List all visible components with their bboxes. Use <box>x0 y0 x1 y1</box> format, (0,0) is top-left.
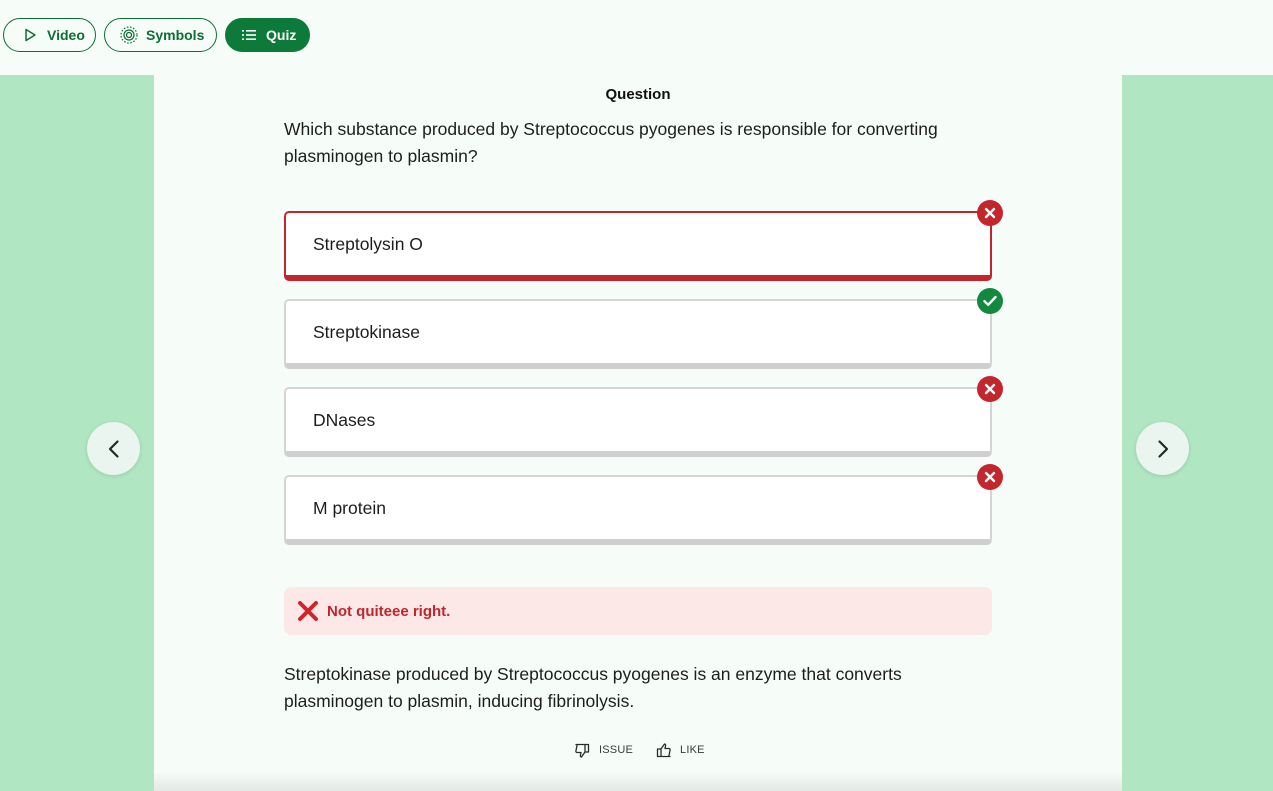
answer-option-4[interactable] <box>284 475 992 545</box>
chevron-right-icon <box>1156 439 1170 459</box>
tab-video[interactable] <box>3 18 96 52</box>
like-label: LIKE <box>680 744 705 756</box>
answer-option-label: Streptolysin O <box>313 233 423 254</box>
play-icon <box>21 26 39 44</box>
answer-option-3[interactable] <box>284 387 992 457</box>
top-tab-bar <box>0 0 1273 75</box>
next-question-button[interactable] <box>1136 422 1189 475</box>
tab-symbols[interactable] <box>104 18 217 52</box>
answer-option-label: Streptokinase <box>313 321 421 342</box>
thumbs-down-icon <box>574 742 591 759</box>
issue-label: ISSUE <box>599 744 634 756</box>
tab-quiz-label: Quiz <box>266 27 297 43</box>
answer-option-2[interactable] <box>284 299 992 369</box>
tab-quiz[interactable] <box>225 18 310 52</box>
feedback-text: Not quiteee right. <box>327 602 451 620</box>
question-heading: Question <box>605 86 671 103</box>
question-text: Which substance produced by Streptococcus pyogenes is responsible for converting plasminogen to plasmin? <box>284 119 938 166</box>
list-icon <box>240 26 258 44</box>
explanation-text: Streptokinase produced by Streptococcus pyogenes is an enzyme that converts plasminogen to plasmin, inducing fibrinolysis. <box>284 664 902 711</box>
feedback-banner <box>284 587 992 635</box>
symbols-icon <box>120 26 138 44</box>
issue-button[interactable] <box>574 741 633 759</box>
previous-question-button[interactable] <box>87 422 140 475</box>
wrong-mark-icon <box>977 464 1003 490</box>
chevron-left-icon <box>107 439 121 459</box>
x-icon <box>296 599 320 623</box>
tab-symbols-label: Symbols <box>146 27 205 43</box>
answer-option-1[interactable] <box>284 211 992 281</box>
wrong-mark-icon <box>977 376 1003 402</box>
tab-video-label: Video <box>47 27 85 43</box>
answer-option-label: DNases <box>313 409 376 430</box>
panel-bottom-shadow <box>154 772 1122 791</box>
thumbs-up-icon <box>655 742 672 759</box>
like-button[interactable] <box>655 741 705 759</box>
check-mark-icon <box>977 288 1003 314</box>
answer-option-label: M protein <box>313 497 386 518</box>
wrong-mark-icon <box>977 200 1003 226</box>
